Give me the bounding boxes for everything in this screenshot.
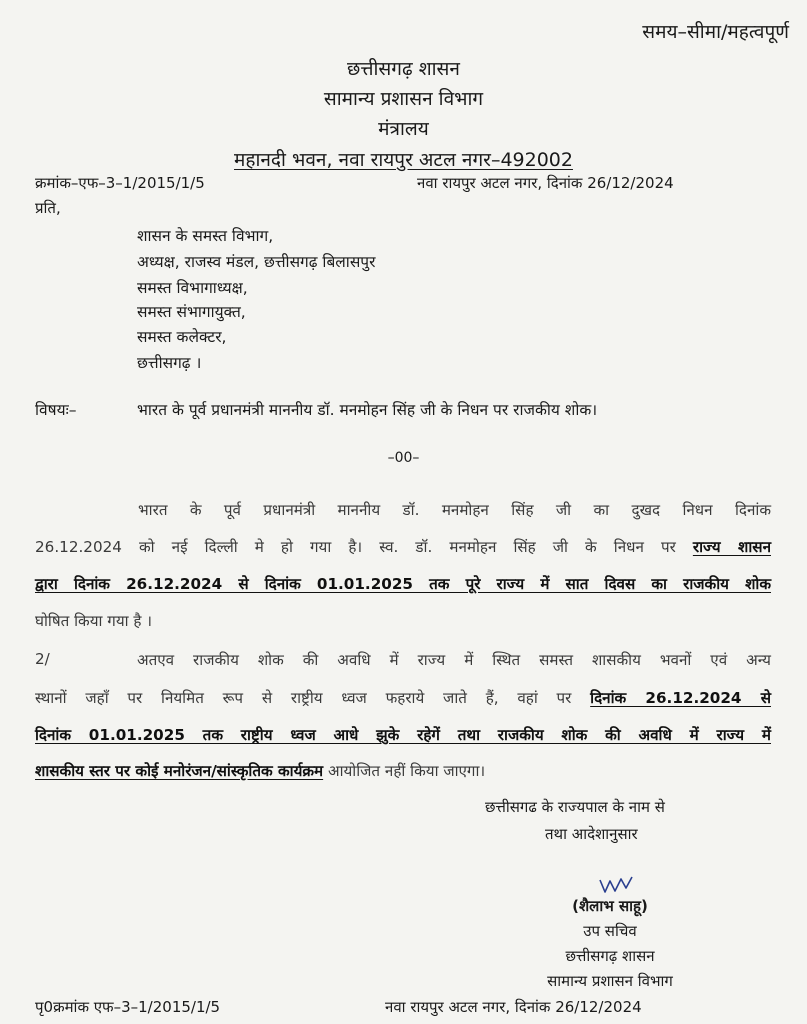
addressee-line: छत्तीसगढ़ । bbox=[137, 354, 202, 372]
paragraph1-line bbox=[35, 537, 771, 557]
signatory-government: छत्तीसगढ़ शासन bbox=[565, 947, 655, 965]
addressee-line: अध्यक्ष, राजस्व मंडल, छत्तीसगढ़ बिलासपुर bbox=[137, 253, 376, 271]
handwritten-signature bbox=[598, 874, 634, 896]
signatory-department: सामान्य प्रशासन विभाग bbox=[547, 972, 673, 990]
reference-place-date: नवा रायपुर अटल नगर, दिनांक 26/12/2024 bbox=[417, 174, 674, 192]
to-label: प्रति, bbox=[35, 199, 61, 217]
footer-reference-place-date: नवा रायपुर अटल नगर, दिनांक 26/12/2024 bbox=[385, 998, 642, 1016]
subject-text: भारत के पूर्व प्रधानमंत्री माननीय डॉ. मनमोहन सिंह जी के निधन पर राजकीय शोक। bbox=[137, 401, 598, 419]
priority-label: समय–सीमा/महत्वपूर्ण bbox=[642, 21, 789, 43]
paragraph2-emphasis: दिनांक 26.12.2024 से bbox=[590, 689, 771, 707]
addressee-line: समस्त कलेक्टर, bbox=[137, 328, 227, 346]
government-heading: छत्तीसगढ़ शासन bbox=[347, 58, 460, 80]
paragraph2-line: अतएव राजकीय शोक की अवधि में राज्य में स्थित समस्त शासकीय भवनों एवं अन्य bbox=[137, 651, 771, 669]
reference-number: क्रमांक–एफ–3–1/2015/1/5 bbox=[35, 174, 205, 192]
signatory-designation: उप सचिव bbox=[583, 922, 637, 940]
paragraph1-line: भारत के पूर्व प्रधानमंत्री माननीय डॉ. मनमोहन सिंह जी का दुखद निधन दिनांक bbox=[138, 501, 771, 519]
paragraph2-text: आयोजित नहीं किया जाएगा। bbox=[323, 762, 486, 780]
addressee-line: समस्त संभागायुक्त, bbox=[137, 303, 246, 321]
footer-reference-number: पृ0क्रमांक एफ–3–1/2015/1/5 bbox=[35, 998, 221, 1016]
paragraph1-emphasis: राज्य शासन bbox=[692, 538, 771, 556]
department-heading: सामान्य प्रशासन विभाग bbox=[323, 88, 484, 110]
closing-line: छत्तीसगढ के राज्यपाल के नाम से bbox=[485, 798, 665, 816]
paragraph2-number: 2/ bbox=[35, 650, 50, 668]
paragraph2-emphasis-line: दिनांक 01.01.2025 तक राष्ट्रीय ध्वज आधे झुके रहेगें तथा राजकीय शोक की अवधि में राज्य में bbox=[35, 726, 771, 744]
paragraph2-text: स्थानों जहॉं पर नियमित रूप से राष्ट्रीय ध्वज फहराये जाते हैं, वहां पर bbox=[35, 689, 591, 707]
paragraph1-line: घोषित किया गया है । bbox=[35, 612, 153, 630]
address-heading: महानदी भवन, नवा रायपुर अटल नगर–492002 bbox=[234, 149, 573, 171]
signatory-name: (शैलाभ साहू) bbox=[572, 897, 648, 915]
addressee-line: शासन के समस्त विभाग, bbox=[137, 227, 274, 245]
paragraph1-emphasis-line: द्वारा दिनांक 26.12.2024 से दिनांक 01.01.2025 तक पूरे राज्य में सात दिवस का राजकीय शोक bbox=[35, 575, 771, 593]
section-divider: –00– bbox=[387, 450, 420, 466]
paragraph2-line bbox=[35, 761, 771, 781]
addressee-line: समस्त विभागाध्यक्ष, bbox=[137, 279, 248, 297]
ministry-heading: मंत्रालय bbox=[378, 118, 429, 140]
subject-label: विषयः– bbox=[35, 401, 77, 419]
paragraph2-line bbox=[35, 688, 771, 708]
paragraph2-emphasis: शासकीय स्तर पर कोई मनोरंजन/सांस्कृतिक कार्यक्रम bbox=[35, 762, 324, 780]
closing-line: तथा आदेशानुसार bbox=[545, 825, 638, 843]
paragraph1-text: 26.12.2024 को नई दिल्ली मे हो गया है। स्व. डॉ. मनमोहन सिंह जी के निधन पर bbox=[35, 538, 693, 556]
